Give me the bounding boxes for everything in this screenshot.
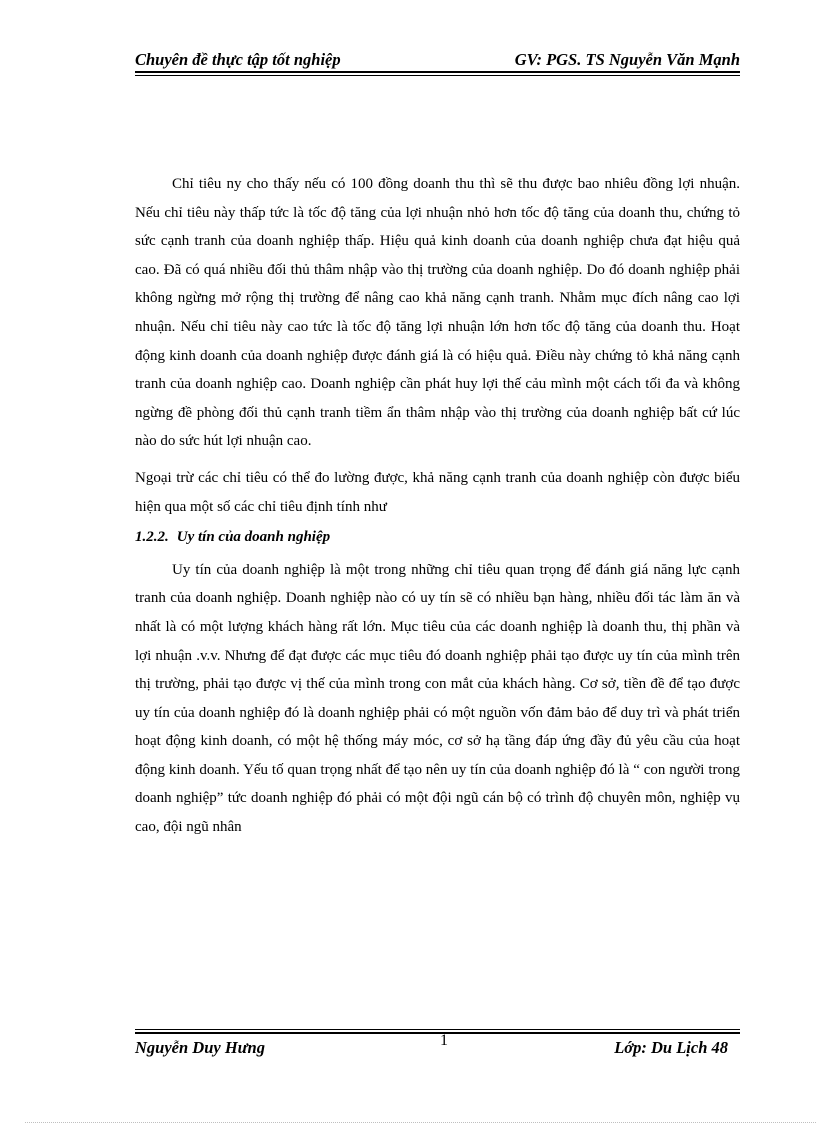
footer-author: Nguyễn Duy Hưng [135, 1038, 265, 1057]
section-heading [135, 523, 740, 552]
section-number: 1.2.2. [135, 529, 169, 546]
header-rule-thick [135, 71, 740, 73]
paragraph-reputation: Uy tín của doanh nghiệp là một trong những chỉ tiêu quan trọng để đánh giá năng lực cạnh tranh của doanh nghiệp. Doanh nghiệp nào có uy tín sẽ có nhiều bạn hàng, nhiều đối tác làm ăn và nhất là có một lượng khách hàng rất lớn. Mục tiêu của các doanh nghiệp là doanh thu, thị phần và lợi nhuận .v.v. Nhưng để đạt được các mục tiêu đó doanh nghiệp phải tạo được uy tín của mình trên thị trường, phải tạo được vị thế của mình trong con mắt của khách hàng. Cơ sở, tiền đề để tạo được uy tín của doanh nghiệp đó là doanh nghiệp phải có một nguồn vốn đảm bảo để duy trì và phát triển hoạt động kinh doanh, có một hệ thống máy móc, cơ sở hạ tầng đáp ứng đầy đủ yêu cầu của hoạt động kinh doanh. Yếu tố quan trọng nhất để tạo nên uy tín của doanh nghiệp đó là “ con người trong doanh nghiệp” tức doanh nghiệp đó phải có một đội ngũ cán bộ có trình độ chuyên môn, nghiệp vụ cao, đội ngũ nhân [135, 561, 740, 836]
paragraph-qualitative-intro: Ngoại trừ các chỉ tiêu có thể đo lường được, khả năng cạnh tranh của doanh nghiệp còn được biểu hiện qua một số các chỉ tiêu định tính như [135, 469, 740, 515]
footer-rule-thin [135, 1029, 740, 1030]
page-footer [135, 1032, 740, 1062]
footer-class: Lớp: Du Lịch 48 [614, 1038, 728, 1057]
document-body [135, 170, 740, 842]
paragraph-profit-indicator: Chỉ tiêu ny cho thấy nếu có 100 đồng doanh thu thì sẽ thu được bao nhiêu đồng lợi nhuận. Nếu chỉ tiêu này thấp tức là tốc độ tăng của lợi nhuận nhỏ hơn tốc độ tăng của doanh thu, chứng tỏ sức cạnh tranh của doanh nghiệp thấp. Hiệu quả kinh doanh của doanh nghiệp chưa đạt hiệu quả cao. Đã có quá nhiều đối thủ thâm nhập vào thị trường của doanh nghiệp. Do đó doanh nghiệp phải không ngừng mở rộng thị trường để nâng cao khả năng cạnh tranh. Nhằm mục đích nâng cao lợi nhuận. Nếu chỉ tiêu này cao tức là tốc độ tăng lợi nhuận lớn hơn tốc độ tăng của doanh thu. Hoạt động kinh doanh của doanh nghiệp được đánh giá là có hiệu quả. Điều này chứng tỏ khả năng cạnh tranh của doanh nghiệp cao. Doanh nghiệp cần phát huy lợi thế cảu mình một cách tối đa và không ngừng đề phòng đối thủ cạnh tranh tiềm ẩn thâm nhập vào thị trường của doanh nghiệp bất cứ lúc nào do sức hút lợi nhuận cao. [135, 176, 740, 450]
page-number: 1 [440, 1032, 448, 1049]
section-title: Uy tín của doanh nghiệp [176, 529, 331, 546]
footer-rule-thick [135, 1032, 740, 1034]
header-supervisor: GV: PGS. TS Nguyễn Văn Mạnh [514, 50, 740, 69]
page-header [135, 47, 740, 71]
header-title: Chuyên đề thực tập tốt nghiệp [135, 50, 341, 69]
header-rule-thin [135, 75, 740, 76]
